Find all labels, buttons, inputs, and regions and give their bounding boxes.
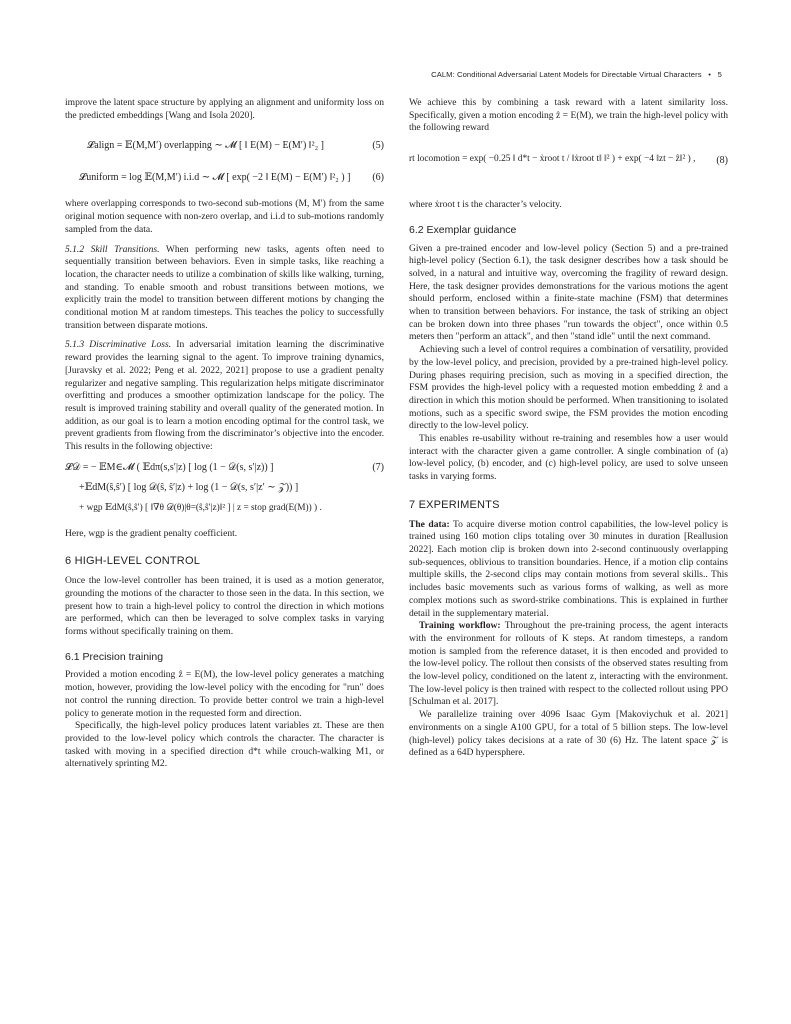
reward-intro-paragraph: We achieve this by combining a task reward with a latent similarity loss. Specifically, given a motion encoding ẑ = E(M), we train the high-level policy with the following reward [409, 97, 728, 134]
data-text: To acquire diverse motion control capabilities, the low-level policy is trained using 160 motion clips totaling over 30 minutes in duration [Reallusion 2022]. Each motion clip is broken down into 2-second continuously overlapping sub-sequences, oblivious to transition boundaries. Hence, if a motion clip contains multiple skills, the 2-second clips may contain motions from several skills.. This includes basic movements such as various forms of walking, as well as more complex motions such as sword-strike combinations. This is explained in further detail in the supplementary material. [409, 518, 728, 619]
right-column [409, 97, 728, 760]
discriminative-loss-paragraph [65, 339, 384, 453]
section-6-1-paragraph-2: Specifically, the high-level policy produces latent variables zt. These are then provided to the low-level policy which controls the character. The character is tasked with moving in a specified direction d*t while crouch-walking M1, or alternatively sprinting M2. [65, 720, 384, 770]
eq6-lhs: 𝓛uniform = log 𝔼(M,M′) i.i.d ∼ 𝓜 [79, 172, 224, 184]
eq7-line-1: 𝓛𝒟 = − 𝔼M∈𝓜 ( 𝔼dπ(s,s′|z) [ log (1 − 𝒟(s, s′|z)) ] [65, 461, 274, 473]
training-workflow-label: Training workflow: [419, 620, 501, 632]
page-number: 5 [717, 70, 722, 79]
section-6-heading: 6 HIGH-LEVEL CONTROL [65, 555, 201, 568]
eq5-number: (5) [372, 140, 384, 152]
data-label: The data: [409, 518, 450, 530]
skill-transitions-paragraph [65, 244, 384, 333]
eq6-number: (6) [372, 172, 384, 184]
eq6-rhs: [ exp( −2 ‖ E(M) − E(M′) ‖²₂ ) ] [226, 172, 351, 184]
eq5-lhs: 𝓛align = 𝔼(M,M′) overlapping ∼ 𝓜 [87, 140, 237, 152]
equation-7 [65, 460, 384, 522]
section-6-2-paragraph-1: Given a pre-trained encoder and low-level policy (Section 5) and a pre-trained high-level policy (Section 6.1), the task designer describes how a task should be solved, in a natural and intuitive way, overcoming the fragility of reward design. Here, the task designer provides demonstrations for the various motions the agent should perform, enclosed within a finite-state machine (FSM) that determines when to transition between behaviors. For instance, the task of striking an object can be broken down into three phases "run towards the object", once within 0.5 meters then "perform an attack", and then "stand idle" until the next command. [409, 242, 728, 343]
where-overlapping-paragraph: where overlapping corresponds to two-second sub-motions (M, M′) from the same original motion sequence with non-zero overlap, and i.i.d to sub-motions randomly sampled from the data. [65, 198, 384, 235]
skill-transitions-heading: 5.1.2 Skill Transitions. [65, 243, 160, 255]
section-6-1-heading: 6.1 Precision training [65, 650, 164, 663]
section-6-paragraph: Once the low-level controller has been trained, it is used as a motion generator, grounding the motions of the character to those seen in the data. In this section, we present how to train a high-level policy to control the direction in which motions are performed, which can then be leveraged to solve complex tasks in varying forms without specifically training on them. [65, 575, 384, 637]
section-6-2-heading: 6.2 Exemplar guidance [409, 223, 517, 236]
eq5-rhs: [ ‖ E(M) − E(M′) ‖²₂ ] [239, 140, 324, 152]
eq7-line-3: + wgp 𝔼dM(ŝ,ŝ′) [ ‖∇θ 𝒟(θ)|θ=(ŝ,ŝ′|z)‖² ] | z = stop grad(E(M)) ) . [79, 502, 322, 513]
training-workflow-text: Throughout the pre-training process, the agent interacts with the environment for rollouts of K steps. At random timesteps, a random motion is sampled from the reference dataset, it is then encoded and provided to the low-level policy. The rollout then consists of the observed states resulting from the low-level policy, conditioned on the latent z, interacting with the environment. The low-level policy is then trained with respect to the collected rollout using PPO [Schulman et al. 2017]. [409, 620, 728, 708]
intro-paragraph: improve the latent space structure by applying an alignment and uniformity loss on the predicted embeddings [Wang and Isola 2020]. [65, 97, 384, 121]
velocity-paragraph: where ẋroot t is the character’s velocity. [409, 199, 562, 211]
section-7-heading: 7 EXPERIMENTS [409, 498, 500, 511]
section-6-2-paragraph-2: Achieving such a level of control requires a combination of versatility, provided by the low-level policy, and precision, provided by a pre-trained high-level policy. During phases requiring precision, such as moving in a specified direction, the FSM provides the high-level policy with a requested motion embedding ẑ and a direction in which this motion should be performed. When transitioning to isolated motions, such as a specific sword swipe, the FSM provides the motion encoding directly to the low-level policy. [409, 344, 728, 432]
gradient-penalty-paragraph: Here, wgp is the gradient penalty coefficient. [65, 527, 238, 539]
running-header [431, 70, 722, 79]
training-workflow-paragraph [409, 620, 728, 709]
skill-transitions-text: When performing new tasks, agents often need to sequentially transition between behaviors. Even in simple tasks, like reaching a location, the character needs to utilize a combination of skills like walking, turning, and standing. To enable smooth and robust transitions between motions, we explicitly train the model to transition between different motions by changing the conditional motion M at random timesteps. This teaches the policy to successfully transition between disparate motions. [65, 243, 384, 331]
section-6-1-paragraph-1: Provided a motion encoding ẑ = E(M), the low-level policy generates a matching motion, however, providing the low-level policy with the encoding for "run" does not control the running direction. To provide better control we train a high-level policy to generate motion in the requested form and direction. [65, 669, 384, 719]
header-bullet: • [708, 70, 712, 79]
discriminative-loss-heading: 5.1.3 Discriminative Loss. [65, 339, 172, 351]
equation-6 [65, 166, 384, 192]
data-paragraph [409, 519, 728, 621]
running-title: CALM: Conditional Adversarial Latent Models for Directable Virtual Characters [431, 70, 702, 79]
eq7-number: (7) [372, 461, 384, 473]
discriminative-loss-text: In adversarial imitation learning the discriminative reward provides the learning signal to the agent. To improve training dynamics, [Juravsky et al. 2022; Peng et al. 2022, 2021] propose to use a gradient penalty regularizer and negative sampling. This regularization helps mitigate discriminator overfitting and produces a smoother optimization landscape for the policy. The result is improved training stability and overall quality of the generated motion. In addition, as our goal is to learn a motion encoding optimal for the control task, we prevent gradients from flowing from the discriminator’s objective into the encoder. This results in the following objective: [65, 339, 385, 453]
eq8-body: rt locomotion = exp( −0.25 ‖ d*t − ẋroot t / ‖ẋroot t‖ ‖² ) + exp( −4 ‖zt − ẑ‖² ) , [409, 154, 696, 165]
equation-5 [65, 134, 384, 160]
parallel-training-paragraph: We parallelize training over 4096 Isaac Gym [Makoviychuk et al. 2021] environments on a single A100 GPU, for a total of 5 billion steps. The low-level (high-level) policy takes decisions at a rate of 30 (6) Hz. The latent space 𝒵 is defined as a 64D hypersphere. [409, 709, 728, 759]
eq8-number: (8) [716, 155, 728, 167]
eq7-line-2: +𝔼dM(ŝ,ŝ′) [ log 𝒟(ŝ, ŝ′|z) + log (1 − 𝒟(s, s′|z′ ∼ 𝒵)) ] [79, 481, 299, 493]
section-6-2-paragraph-3: This enables re-usability without re-training and resembles how a user would interact with the character given a game controller. A single combination of (a) low-level policy, (b) encoder, and (c) high-level policy, are used to solve unseen tasks in varying forms. [409, 433, 728, 483]
equation-8 [409, 143, 728, 193]
left-column [65, 97, 384, 771]
